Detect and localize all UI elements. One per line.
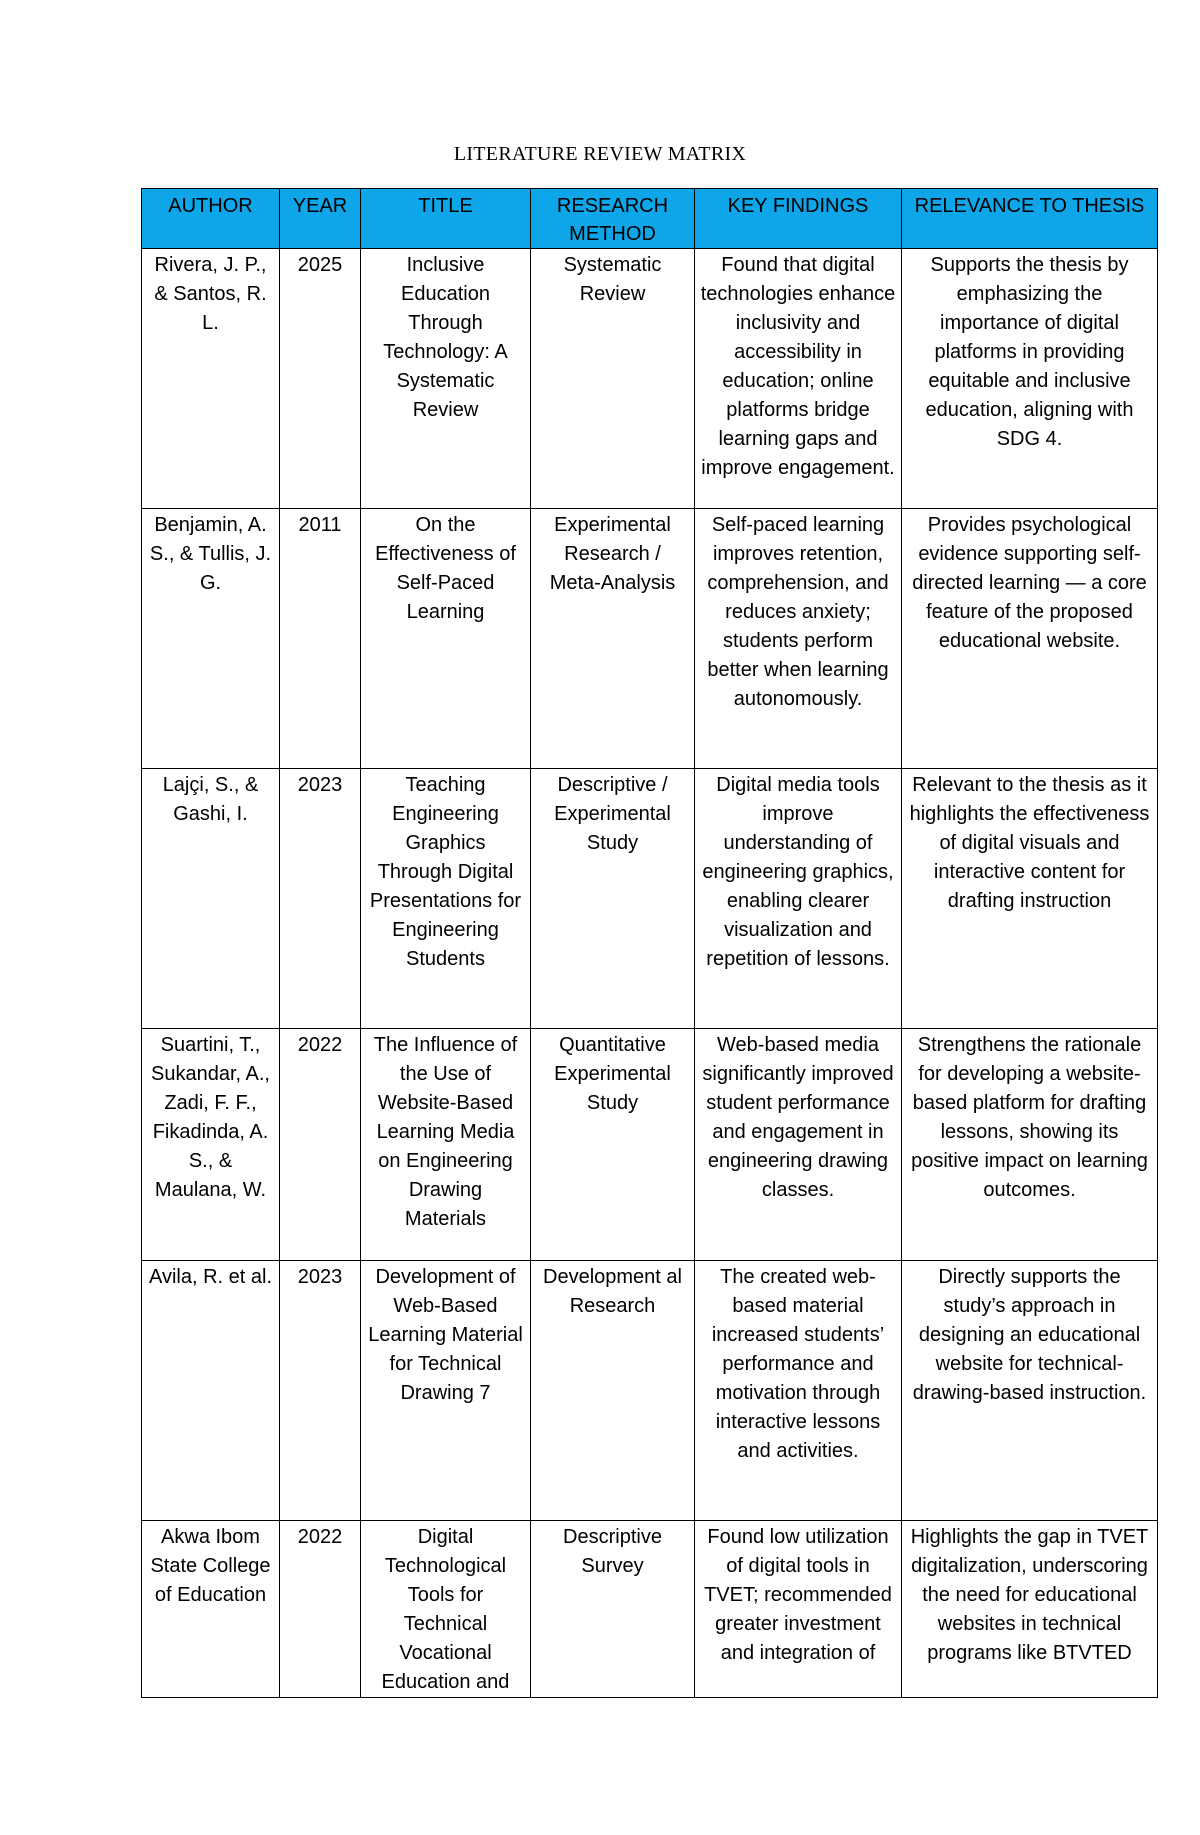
title-cell: Teaching Engineering Graphics Through Digital Presentations for Engineering Students — [361, 769, 531, 1029]
method-cell: Systematic Review — [531, 249, 695, 509]
header-author: AUTHOR — [142, 189, 280, 249]
author-cell: Rivera, J. P., & Santos, R. L. — [142, 249, 280, 509]
relevance-cell: Provides psychological evidence supporting self-directed learning — a core feature of the proposed educational website. — [902, 509, 1158, 769]
header-year: YEAR — [280, 189, 361, 249]
method-cell: Quantitative Experimental Study — [531, 1029, 695, 1261]
year-cell: 2022 — [280, 1029, 361, 1261]
method-cell: Development al Research — [531, 1261, 695, 1521]
title-cell: Development of Web-Based Learning Material for Technical Drawing 7 — [361, 1261, 531, 1521]
method-cell: Experimental Research / Meta-Analysis — [531, 509, 695, 769]
table-header-row — [142, 189, 1158, 249]
findings-cell: Self-paced learning improves retention, comprehension, and reduces anxiety; students perform better when learning autonomously. — [695, 509, 902, 769]
table-row — [142, 509, 1158, 769]
relevance-cell: Highlights the gap in TVET digitalization, underscoring the need for educational websites in technical programs like BTVTED — [902, 1521, 1158, 1698]
author-cell: Suartini, T., Sukandar, A., Zadi, F. F., Fikadinda, A. S., & Maulana, W. — [142, 1029, 280, 1261]
header-key-findings: KEY FINDINGS — [695, 189, 902, 249]
relevance-cell: Relevant to the thesis as it highlights the effectiveness of digital visuals and interactive content for drafting instruction — [902, 769, 1158, 1029]
author-cell: Avila, R. et al. — [142, 1261, 280, 1521]
year-cell: 2011 — [280, 509, 361, 769]
title-cell: Digital Technological Tools for Technical Vocational Education and — [361, 1521, 531, 1698]
year-cell: 2023 — [280, 769, 361, 1029]
table-row — [142, 1521, 1158, 1698]
findings-cell: Web-based media significantly improved student performance and engagement in engineering drawing classes. — [695, 1029, 902, 1261]
title-cell: On the Effectiveness of Self-Paced Learning — [361, 509, 531, 769]
author-cell: Benjamin, A. S., & Tullis, J. G. — [142, 509, 280, 769]
page-title: LITERATURE REVIEW MATRIX — [453, 143, 747, 165]
findings-cell: Digital media tools improve understanding of engineering graphics, enabling clearer visualization and repetition of lessons. — [695, 769, 902, 1029]
header-relevance: RELEVANCE TO THESIS — [902, 189, 1158, 249]
header-research-method: RESEARCH METHOD — [531, 189, 695, 249]
findings-cell: The created web-based material increased students’ performance and motivation through interactive lessons and activities. — [695, 1261, 902, 1521]
findings-cell: Found low utilization of digital tools in TVET; recommended greater investment and integration of — [695, 1521, 902, 1698]
relevance-cell: Supports the thesis by emphasizing the importance of digital platforms in providing equitable and inclusive education, aligning with SDG 4. — [902, 249, 1158, 509]
table-row — [142, 769, 1158, 1029]
findings-cell: Found that digital technologies enhance inclusivity and accessibility in education; online platforms bridge learning gaps and improve engagement. — [695, 249, 902, 509]
header-title: TITLE — [361, 189, 531, 249]
author-cell: Lajçi, S., & Gashi, I. — [142, 769, 280, 1029]
year-cell: 2022 — [280, 1521, 361, 1698]
literature-review-table — [141, 188, 1158, 1698]
year-cell: 2023 — [280, 1261, 361, 1521]
table-row — [142, 1029, 1158, 1261]
relevance-cell: Strengthens the rationale for developing a website-based platform for drafting lessons, showing its positive impact on learning outcomes. — [902, 1029, 1158, 1261]
relevance-cell: Directly supports the study’s approach in designing an educational website for technical-drawing-based instruction. — [902, 1261, 1158, 1521]
table-row — [142, 249, 1158, 509]
method-cell: Descriptive Survey — [531, 1521, 695, 1698]
method-cell: Descriptive / Experimental Study — [531, 769, 695, 1029]
title-cell: The Influence of the Use of Website-Based Learning Media on Engineering Drawing Materials — [361, 1029, 531, 1261]
title-cell: Inclusive Education Through Technology: A Systematic Review — [361, 249, 531, 509]
author-cell: Akwa Ibom State College of Education — [142, 1521, 280, 1698]
table-row — [142, 1261, 1158, 1521]
year-cell: 2025 — [280, 249, 361, 509]
